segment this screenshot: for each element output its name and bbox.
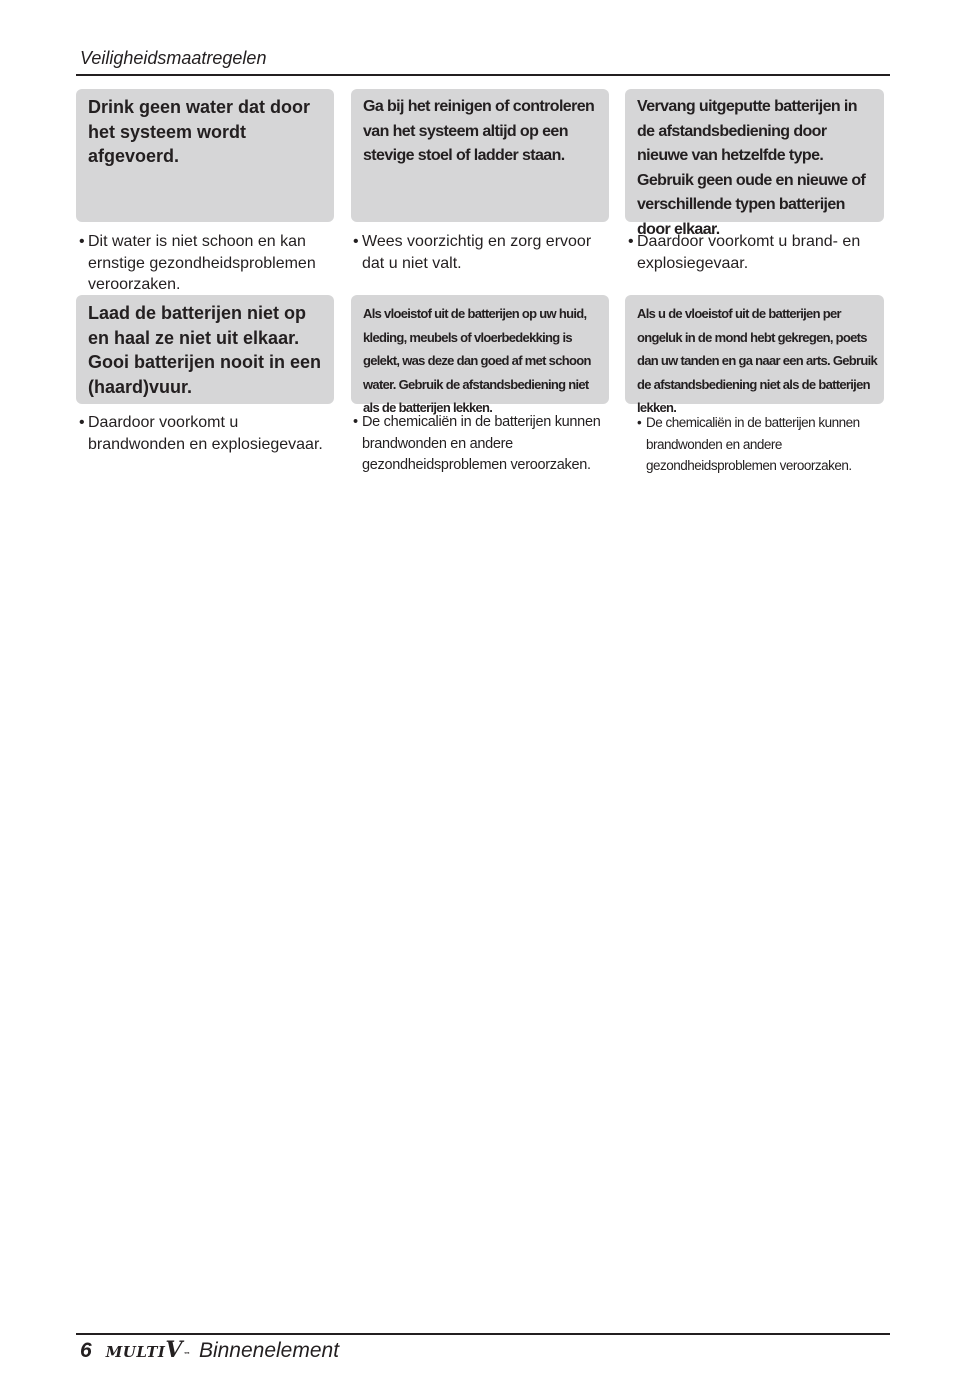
warning-title: Laad de batterijen niet op en haal ze niet uit elkaar. Gooi batterijen nooit in een (haard)vuur. xyxy=(88,303,322,397)
warning-box-drinking-water xyxy=(76,89,334,222)
bullet-icon: • xyxy=(637,415,642,430)
document-title: Binnenelement xyxy=(198,1339,340,1362)
warning-box-ladder xyxy=(351,89,609,222)
warning-box-charge-batteries xyxy=(76,295,334,404)
warning-title: Als vloeistof uit de batterijen op uw huid, kleding, meubels of vloerbedekking is gelekt, was deze dan goed af met schoon water. Gebruik de afstandsbediening niet als de batterijen lekken. xyxy=(363,306,591,415)
multi-v-logo xyxy=(106,1337,191,1363)
warning-note xyxy=(76,412,338,455)
warning-note-text: Wees voorzichtig en zorg ervoor dat u niet valt. xyxy=(362,233,592,272)
bullet-icon: • xyxy=(628,233,634,250)
brand-v: V xyxy=(165,1337,183,1363)
warning-box-leaking-fluid xyxy=(351,295,609,415)
footer-divider xyxy=(76,1333,890,1335)
warning-box-swallowed-fluid xyxy=(625,295,884,415)
warning-note-text: Daardoor voorkomt u brandwonden en explosiegevaar. xyxy=(88,414,323,453)
page-number: 6 xyxy=(80,1339,92,1362)
bullet-icon: • xyxy=(353,233,359,250)
bullet-icon: • xyxy=(353,414,358,430)
section-title: Veiligheidsmaatregelen xyxy=(80,48,267,68)
warning-title: Drink geen water dat door het systeem wordt afgevoerd. xyxy=(88,97,311,166)
warning-note-text: Daardoor voorkomt u brand- en explosiegevaar. xyxy=(637,233,861,272)
warning-note-text: De chemicaliën in de batterijen kunnen brandwonden en andere gezondheidsproblemen veroorzaken. xyxy=(646,415,860,473)
warning-note xyxy=(625,231,887,274)
warning-title: Ga bij het reinigen of controleren van het systeem altijd op een stevige stoel of ladder staan. xyxy=(363,98,595,164)
warning-note-text: De chemicaliën in de batterijen kunnen brandwonden en andere gezondheidsproblemen veroorzaken. xyxy=(362,414,601,473)
header-divider xyxy=(76,74,890,76)
warning-title: Als u de vloeistof uit de batterijen per ongeluk in de mond hebt gekregen, poets dan uw tanden en ga naar een arts. Gebruik de afstandsbediening niet als de batterijen lekken. xyxy=(637,306,878,415)
warning-note xyxy=(350,412,612,477)
warning-box-replace-batteries xyxy=(625,89,884,238)
warning-note xyxy=(350,231,612,274)
bullet-icon: • xyxy=(79,414,85,431)
warning-title: Vervang uitgeputte batterijen in de afstandsbediening door nieuwe van hetzelfde type. Gebruik geen oude en nieuwe of verschillende typen batterijen door elkaar. xyxy=(637,98,866,238)
warning-note-text: Dit water is niet schoon en kan ernstige gezondheidsproblemen veroorzaken. xyxy=(88,233,316,293)
warning-note xyxy=(76,231,338,296)
bullet-icon: • xyxy=(79,233,85,250)
brand-main: MULTI xyxy=(105,1343,166,1361)
brand-trademark: ™ xyxy=(183,1350,191,1359)
warning-note xyxy=(634,412,874,477)
page-footer xyxy=(80,1337,339,1365)
